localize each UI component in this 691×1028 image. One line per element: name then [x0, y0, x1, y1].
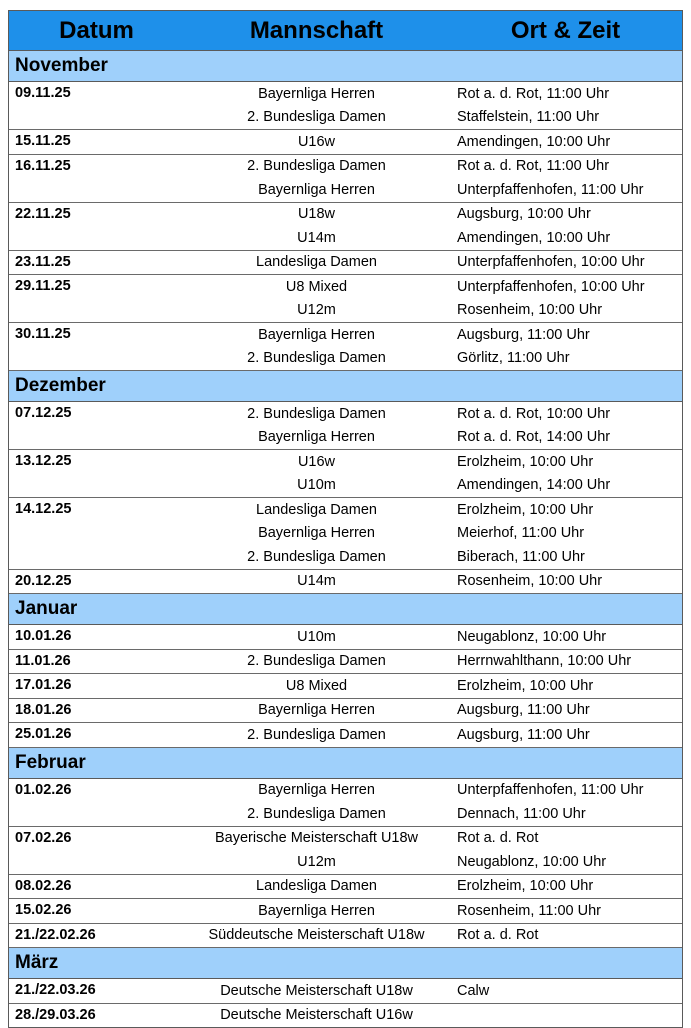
date-label: 21./22.03.26: [15, 982, 96, 998]
match-row: [184, 650, 682, 674]
place-time-cell: Rot a. d. Rot, 14:00 Uhr: [457, 429, 611, 446]
date-label: 13.12.25: [15, 453, 72, 469]
team-cell: 2. Bundesliga Damen: [247, 653, 386, 670]
date-group: [9, 203, 682, 251]
team-cell: U10m: [297, 628, 336, 645]
match-list: [184, 450, 682, 497]
place-time-cell: Staffelstein, 11:00 Uhr: [457, 109, 600, 126]
match-list: [184, 275, 682, 322]
team-cell: Landesliga Damen: [256, 878, 377, 895]
place-time-cell: Biberach, 11:00 Uhr: [457, 548, 585, 565]
table-header: [9, 11, 682, 51]
place-time-cell: Dennach, 11:00 Uhr: [457, 805, 586, 822]
match-row: [184, 474, 682, 498]
date-cell: [9, 130, 184, 154]
date-group: [9, 1004, 682, 1028]
date-label: 08.02.26: [15, 877, 72, 894]
date-label: 25.01.26: [15, 726, 72, 742]
date-cell: [9, 924, 184, 948]
date-cell: [9, 251, 184, 275]
date-label: 28./29.03.26: [15, 1006, 96, 1023]
date-group: [9, 723, 682, 748]
date-cell: [9, 827, 184, 874]
date-label: 15.02.26: [15, 902, 72, 918]
team-cell: Bayernliga Herren: [258, 181, 375, 198]
date-group: [9, 130, 682, 155]
place-time-cell: Augsburg, 11:00 Uhr: [457, 702, 590, 719]
month-section-header: Februar: [9, 748, 682, 779]
place-time-cell: Herrnwahlthann, 10:00 Uhr: [457, 653, 632, 670]
date-cell: [9, 275, 184, 322]
match-list: [184, 723, 682, 747]
place-time-cell: Rot a. d. Rot, 11:00 Uhr: [457, 85, 610, 102]
team-cell: Bayernliga Herren: [258, 429, 375, 446]
date-group: [9, 650, 682, 675]
date-label: 23.11.25: [15, 253, 71, 270]
date-cell: [9, 699, 184, 723]
table-body: [9, 51, 682, 1027]
place-time-cell: Amendingen, 10:00 Uhr: [457, 229, 611, 246]
match-list: [184, 899, 682, 923]
place-time-cell: Amendingen, 14:00 Uhr: [457, 477, 611, 494]
team-cell: 2. Bundesliga Damen: [247, 109, 386, 126]
team-cell: 2. Bundesliga Damen: [247, 158, 386, 175]
schedule-table: [8, 10, 683, 1028]
column-header-team: Mannschaft: [249, 16, 384, 44]
date-label: 07.12.25: [15, 405, 72, 421]
place-time-cell: Augsburg, 11:00 Uhr: [457, 326, 590, 343]
team-cell: U14m: [297, 229, 336, 246]
match-row: [184, 450, 682, 474]
date-cell: [9, 650, 184, 674]
place-time-cell: Erolzheim, 10:00 Uhr: [457, 677, 594, 694]
date-label: 14.12.25: [15, 501, 72, 517]
match-list: [184, 1004, 682, 1028]
match-row: [184, 426, 682, 450]
date-cell: [9, 674, 184, 698]
column-header-place: Ort & Zeit: [510, 16, 621, 44]
team-cell: Bayerische Meisterschaft U18w: [214, 830, 419, 847]
date-group: [9, 251, 682, 276]
date-group: [9, 875, 682, 900]
match-row: [184, 347, 682, 371]
team-cell: 2. Bundesliga Damen: [247, 350, 386, 367]
date-group: [9, 450, 682, 498]
match-row: [184, 850, 682, 874]
team-cell: U8 Mixed: [285, 677, 348, 694]
date-label: 30.11.25: [15, 326, 71, 342]
date-label: 29.11.25: [15, 278, 71, 294]
match-list: [184, 155, 682, 202]
place-time-cell: Rot a. d. Rot, 11:00 Uhr: [457, 158, 610, 175]
match-list: [184, 570, 682, 594]
team-cell: U16w: [297, 453, 336, 470]
place-time-cell: Amendingen, 10:00 Uhr: [457, 133, 611, 150]
month-section-header: November: [9, 51, 682, 82]
team-cell: Bayernliga Herren: [258, 702, 375, 719]
match-list: [184, 402, 682, 449]
team-cell: 2. Bundesliga Damen: [247, 726, 386, 743]
date-group: [9, 275, 682, 323]
date-cell: [9, 323, 184, 370]
team-cell: Süddeutsche Meisterschaft U18w: [208, 927, 425, 944]
place-time-cell: Calw: [457, 982, 490, 999]
date-cell: [9, 570, 184, 594]
match-list: [184, 699, 682, 723]
place-time-cell: Rot a. d. Rot: [457, 830, 539, 847]
date-label: 11.01.26: [15, 652, 71, 669]
date-label: 07.02.26: [15, 829, 72, 846]
match-row: [184, 723, 682, 747]
date-group: [9, 674, 682, 699]
team-cell: Bayernliga Herren: [258, 525, 375, 542]
place-time-cell: Rot a. d. Rot: [457, 927, 539, 944]
match-list: [184, 82, 682, 129]
match-row: [184, 226, 682, 250]
date-cell: [9, 155, 184, 202]
match-row: [184, 82, 682, 106]
date-group: [9, 699, 682, 724]
date-cell: [9, 979, 184, 1003]
date-group: [9, 625, 682, 650]
date-cell: [9, 82, 184, 129]
date-cell: [9, 1004, 184, 1028]
team-cell: U12m: [297, 853, 336, 870]
date-group: [9, 570, 682, 595]
date-group: [9, 899, 682, 924]
team-cell: Bayernliga Herren: [258, 782, 375, 799]
team-cell: U18w: [297, 206, 336, 223]
match-row: [184, 522, 682, 546]
date-label: 21./22.02.26: [15, 926, 96, 943]
place-time-cell: Rosenheim, 10:00 Uhr: [457, 302, 603, 319]
match-row: [184, 570, 682, 594]
date-label: 22.11.25: [15, 205, 71, 222]
match-row: [184, 275, 682, 299]
date-cell: [9, 723, 184, 747]
date-cell: [9, 779, 184, 826]
place-time-cell: Augsburg, 11:00 Uhr: [457, 726, 590, 743]
match-row: [184, 1004, 682, 1028]
team-cell: 2. Bundesliga Damen: [247, 405, 386, 422]
place-time-cell: Unterpfaffenhofen, 10:00 Uhr: [457, 278, 645, 295]
match-list: [184, 251, 682, 275]
match-row: [184, 674, 682, 698]
date-group: [9, 323, 682, 371]
date-label: 01.02.26: [15, 781, 72, 798]
match-row: [184, 323, 682, 347]
place-time-cell: Neugablonz, 10:00 Uhr: [457, 853, 607, 870]
team-cell: Deutsche Meisterschaft U16w: [220, 1007, 413, 1024]
match-row: [184, 545, 682, 569]
date-group: [9, 498, 682, 570]
column-header-date: Datum: [59, 16, 134, 44]
place-time-cell: Görlitz, 11:00 Uhr: [457, 350, 570, 367]
date-group: [9, 979, 682, 1004]
match-row: [184, 402, 682, 426]
place-time-cell: Unterpfaffenhofen, 10:00 Uhr: [457, 254, 645, 271]
match-list: [184, 779, 682, 826]
match-row: [184, 130, 682, 154]
month-section-header: März: [9, 948, 682, 979]
place-time-cell: Rot a. d. Rot, 10:00 Uhr: [457, 405, 611, 422]
team-cell: Landesliga Damen: [256, 501, 377, 518]
team-cell: U12m: [297, 302, 336, 319]
date-cell: [9, 625, 184, 649]
date-cell: [9, 899, 184, 923]
date-label: 16.11.25: [15, 157, 71, 174]
match-row: [184, 779, 682, 803]
match-list: [184, 827, 682, 874]
team-cell: 2. Bundesliga Damen: [247, 548, 386, 565]
date-cell: [9, 203, 184, 250]
place-time-cell: Meierhof, 11:00 Uhr: [457, 525, 585, 542]
match-row: [184, 827, 682, 851]
date-label: 10.01.26: [15, 628, 72, 644]
match-list: [184, 498, 682, 569]
match-list: [184, 924, 682, 948]
team-cell: Bayernliga Herren: [258, 326, 375, 343]
place-time-cell: Erolzheim, 10:00 Uhr: [457, 453, 594, 470]
match-row: [184, 979, 682, 1003]
team-cell: Deutsche Meisterschaft U18w: [220, 982, 413, 999]
match-row: [184, 699, 682, 723]
match-list: [184, 625, 682, 649]
date-cell: [9, 402, 184, 449]
match-row: [184, 251, 682, 275]
team-cell: U16w: [297, 133, 336, 150]
match-row: [184, 155, 682, 179]
date-group: [9, 82, 682, 130]
date-group: [9, 155, 682, 203]
match-row: [184, 625, 682, 649]
date-label: 17.01.26: [15, 677, 72, 693]
match-row: [184, 924, 682, 948]
date-cell: [9, 875, 184, 899]
month-section-header: Dezember: [9, 371, 682, 402]
place-time-cell: Erolzheim, 10:00 Uhr: [457, 878, 594, 895]
match-row: [184, 178, 682, 202]
match-list: [184, 650, 682, 674]
match-list: [184, 203, 682, 250]
date-label: 18.01.26: [15, 701, 72, 718]
match-list: [184, 674, 682, 698]
match-row: [184, 899, 682, 923]
place-time-cell: Neugablonz, 10:00 Uhr: [457, 628, 607, 645]
match-list: [184, 323, 682, 370]
team-cell: 2. Bundesliga Damen: [247, 805, 386, 822]
place-time-cell: Augsburg, 10:00 Uhr: [457, 206, 591, 223]
place-time-cell: Unterpfaffenhofen, 11:00 Uhr: [457, 782, 644, 799]
date-cell: [9, 498, 184, 569]
date-label: 15.11.25: [15, 133, 71, 149]
team-cell: U10m: [297, 477, 336, 494]
match-row: [184, 498, 682, 522]
match-row: [184, 299, 682, 323]
match-list: [184, 979, 682, 1003]
place-time-cell: Unterpfaffenhofen, 11:00 Uhr: [457, 181, 644, 198]
team-cell: U8 Mixed: [285, 278, 348, 295]
team-cell: Landesliga Damen: [256, 254, 377, 271]
match-row: [184, 802, 682, 826]
month-section-header: Januar: [9, 594, 682, 625]
team-cell: Bayernliga Herren: [258, 902, 375, 919]
date-group: [9, 827, 682, 875]
match-list: [184, 875, 682, 899]
place-time-cell: Rosenheim, 11:00 Uhr: [457, 902, 602, 919]
match-row: [184, 875, 682, 899]
date-label: 09.11.25: [15, 85, 71, 101]
date-cell: [9, 450, 184, 497]
date-group: [9, 402, 682, 450]
team-cell: U14m: [297, 573, 336, 590]
team-cell: Bayernliga Herren: [258, 85, 375, 102]
match-row: [184, 203, 682, 227]
place-time-cell: Erolzheim, 10:00 Uhr: [457, 501, 594, 518]
match-row: [184, 106, 682, 130]
place-time-cell: Rosenheim, 10:00 Uhr: [457, 573, 603, 590]
date-group: [9, 779, 682, 827]
date-group: [9, 924, 682, 949]
match-list: [184, 130, 682, 154]
date-label: 20.12.25: [15, 572, 72, 589]
